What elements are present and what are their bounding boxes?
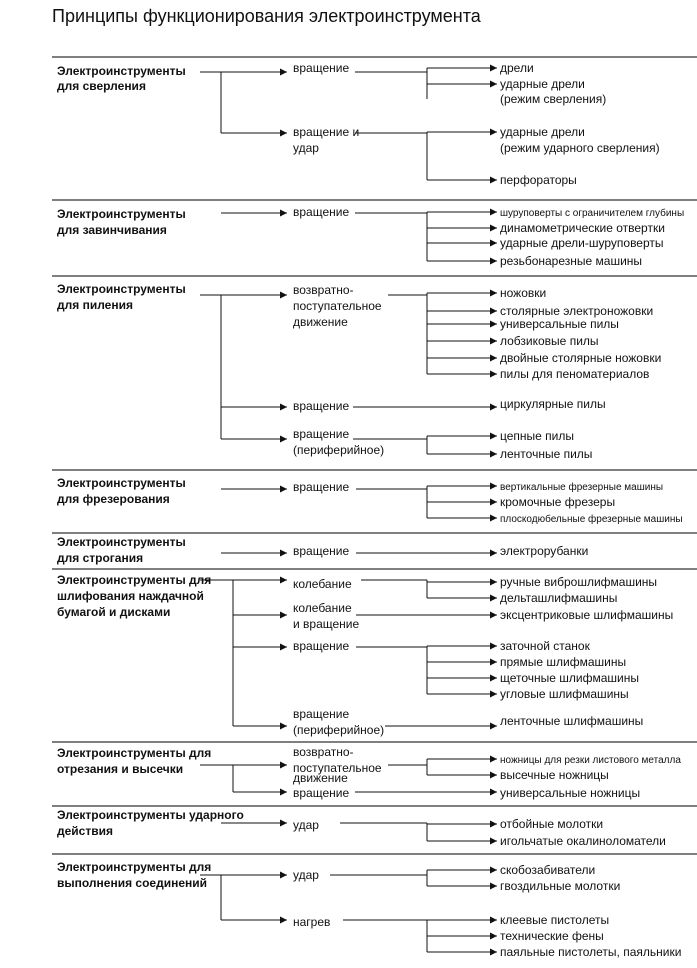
category-label: Электроинструменты [57,476,186,490]
category-label: для строгания [57,551,144,565]
category-label: Электроинструменты для [57,860,212,874]
motion-label: нагрев [293,915,331,929]
output-label: ручные виброшлифмашины [500,575,658,589]
category-label: Электроинструменты ударного [57,808,244,822]
output-label: вертикальные фрезерные машины [500,482,664,493]
category-label: выполнения соединений [57,876,208,890]
output-label: циркулярные пилы [500,397,606,411]
output-label: ножницы для резки листового металла [500,755,681,766]
output-label: плоскодюбельные фрезерные машины [500,514,683,525]
motion-label: колебание [293,577,352,591]
output-label: ударные дрели-шуруповерты [500,236,664,250]
page-title: Принципы функционирования электроинструмента [52,6,481,26]
category-label: действия [57,824,113,838]
motion-label: поступательное [293,761,382,775]
motion-label: вращение [293,480,350,494]
motion-label: колебание [293,601,352,615]
motion-label: поступательное [293,299,382,313]
motion-label: удар [293,818,319,832]
category-label: шлифования наждачной [57,589,204,603]
output-label: заточной станок [500,639,590,653]
motion-label: вращение и [293,125,360,139]
output-label: универсальные ножницы [500,786,641,800]
category-label: для фрезерования [57,492,170,506]
category-label: Электроинструменты [57,64,186,78]
output-label: игольчатые окалиноломатели [500,834,666,848]
output-label: двойные столярные ножовки [500,351,662,365]
motion-label: возвратно- [293,283,354,297]
output-label: ленточные пилы [500,447,593,461]
output-label: универсальные пилы [500,317,619,331]
output-label: электрорубанки [500,544,589,558]
output-label: щеточные шлифмашины [500,671,640,685]
output-label: динамометрические отвертки [500,221,665,235]
motion-label: вращение [293,707,350,721]
output-label: отбойные молотки [500,817,604,831]
output-label: лобзиковые пилы [500,334,599,348]
output-label: ударные дрели [500,77,585,91]
output-label: ленточные шлифмашины [500,714,644,728]
output-label: кромочные фрезеры [500,495,616,509]
motion-label: вращение [293,427,350,441]
output-label: (режим сверления) [500,92,607,106]
output-label: скобозабиватели [500,863,596,877]
category-label: бумагой и дисками [57,605,171,619]
output-label: клеевые пистолеты [500,913,610,927]
motion-label: возвратно- [293,745,354,759]
output-label: технические фены [500,929,604,943]
motion-label: (периферийное) [293,443,385,457]
motion-label: и вращение [293,617,360,631]
output-label: ножовки [500,286,547,300]
output-label: резьбонарезные машины [500,254,643,268]
output-label: прямые шлифмашины [500,655,627,669]
category-label: отрезания и высечки [57,762,184,776]
output-label: дрели [500,61,534,75]
output-label: ударные дрели [500,125,585,139]
motion-label: вращение [293,399,350,413]
output-label: угловые шлифмашины [500,687,629,701]
motion-label: вращение [293,786,350,800]
motion-label: движение [293,771,348,785]
category-label: Электроинструменты [57,207,186,221]
output-label: пилы для пеноматериалов [500,367,650,381]
motion-label: удар [293,868,319,882]
output-label: паяльные пистолеты, паяльники [500,945,682,959]
category-label: для завинчивания [57,223,167,237]
output-label: цепные пилы [500,429,574,443]
category-label: для пиления [57,298,133,312]
motion-label: вращение [293,205,350,219]
category-label: Электроинструменты для [57,746,212,760]
motion-label: (периферийное) [293,723,385,737]
output-label: столярные электроножовки [500,304,654,318]
category-label: Электроинструменты [57,282,186,296]
output-label: эксцентриковые шлифмашины [500,608,674,622]
output-label: гвоздильные молотки [500,879,621,893]
motion-label: вращение [293,544,350,558]
motion-label: вращение [293,61,350,75]
motion-label: удар [293,141,319,155]
motion-label: вращение [293,639,350,653]
category-label: Электроинструменты для [57,573,212,587]
output-label: перфораторы [500,173,577,187]
output-label: (режим ударного сверления) [500,141,660,155]
motion-label: движение [293,315,348,329]
output-label: дельташлифмашины [500,591,618,605]
category-label: для сверления [57,79,146,93]
output-label: высечные ножницы [500,768,609,782]
output-label: шуруповерты с ограничителем глубины [500,208,685,219]
category-label: Электроинструменты [57,535,186,549]
